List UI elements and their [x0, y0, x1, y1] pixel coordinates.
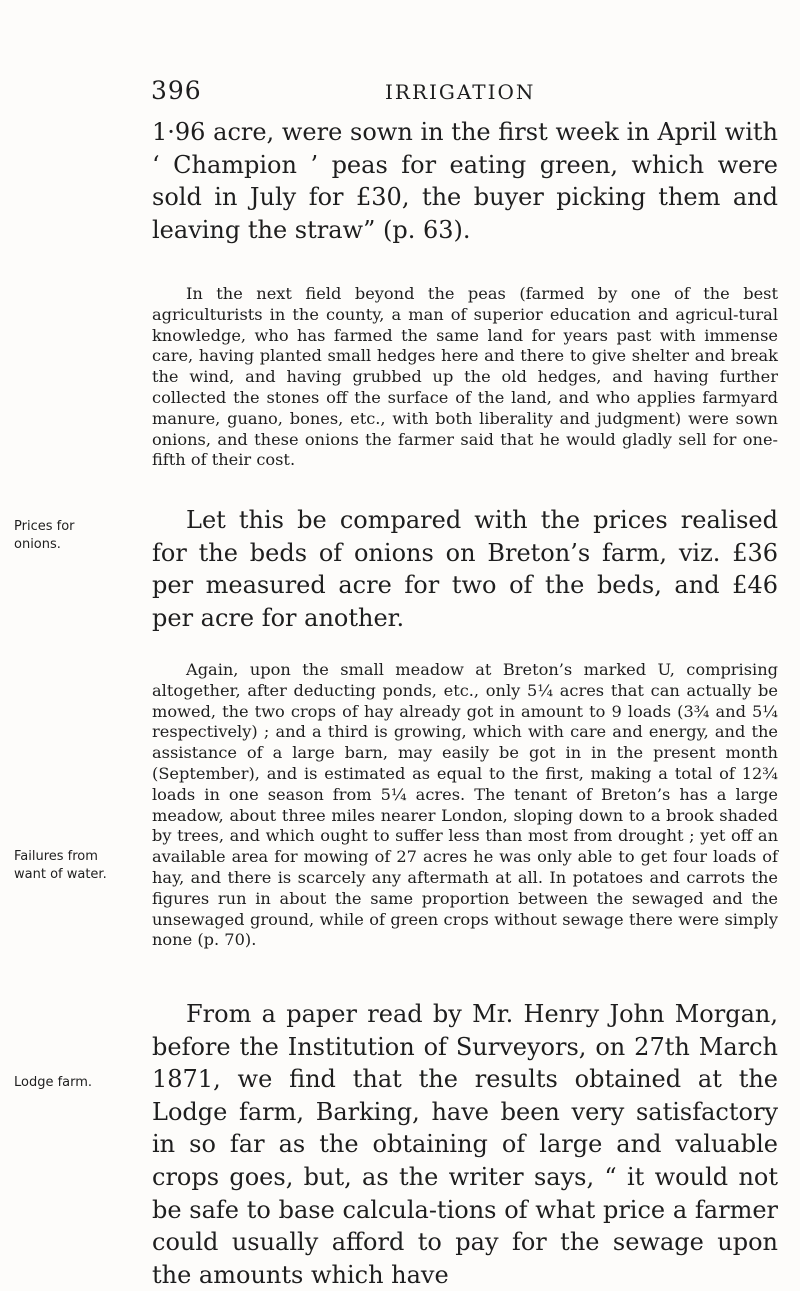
- running-title: IRRIGATION: [385, 80, 536, 104]
- page-number: 396: [151, 76, 202, 105]
- paragraph-meadow: Again, upon the small meadow at Breton’s marked U, comprising altogether, after deducting ponds, etc., only 5¼ acres that can actually be mowed, the two crops of hay already got in amount to 9 loads (3¾ and 5¼ respectively) ; and a third is growing, which with care and energy, and the assistance of a large barn, may easily be got in in the present month (September), and is estimated as equal to the first, making a total of 12¾ loads in one season from 5¼ acres. The tenant of Breton’s has a large meadow, about three miles nearer London, sloping down to a brook shaded by trees, and which ought to suffer less than most from drought ; yet off an available area for mowing of 27 acres he was only able to get four loads of hay, and there is scarcely any aftermath at all. In potatoes and carrots the figures run in about the same proportion between the sewaged and the unsewaged ground, while of green crops without sewage there were simply none (p. 70).: [152, 660, 778, 950]
- paragraph-peas-sale: 1·96 acre, were sown in the first week in April with ‘ Champion ’ peas for eating green, which were sold in July for £30, the buyer picking them and leaving the straw” (p. 63).: [152, 118, 778, 244]
- paragraph-lodge-farm: From a paper read by Mr. Henry John Morgan, before the Institution of Surveyors, on 27th March 1871, we find that the results obtained at the Lodge farm, Barking, have been very satisfactory in so far as the obtaining of large and valuable crops goes, but, as the writer says, “ it would not be safe to base calcula-tions of what price a farmer could usually afford to pay for the sewage upon the amounts which have: [152, 1000, 778, 1289]
- paragraph-onion-prices: Let this be compared with the prices realised for the beds of onions on Breton’s farm, viz. £36 per measured acre for two of the beds, and £46 per acre for another.: [152, 506, 778, 632]
- sidenote-failures-from-want-of-water: Failures from want of water.: [14, 849, 107, 882]
- sidenote-prices-for-onions: Prices for onions.: [14, 519, 75, 552]
- paragraph-next-field: In the next field beyond the peas (farmed by one of the best agriculturists in the county, a man of superior education and agricul-tural knowledge, who has farmed the same land for years past with immense care, having planted small hedges here and there to give shelter and break the wind, and having grubbed up the old hedges, and having further collected the stones off the surface of the land, and who applies farmyard manure, guano, bones, etc., with both liberality and judgment) were sown onions, and these onions the farmer said that he would gladly sell for one-fifth of their cost.: [152, 284, 778, 470]
- sidenote-lodge-farm: Lodge farm.: [14, 1075, 93, 1090]
